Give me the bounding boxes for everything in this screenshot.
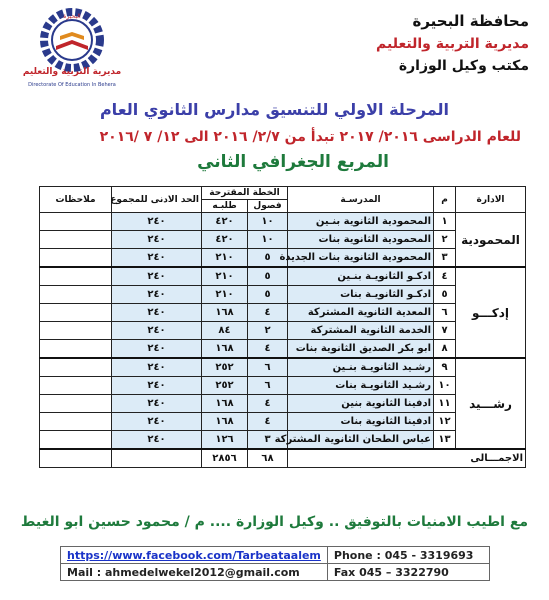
- table-row: [40, 249, 526, 268]
- num-cell: ١: [434, 213, 456, 231]
- total-notes-empty: [40, 449, 112, 468]
- students-cell: ١٢٦: [202, 431, 248, 450]
- header-school: المدرسـة: [288, 187, 434, 213]
- students-cell: ٢١٠: [202, 286, 248, 304]
- students-cell: ٢٥٢: [202, 377, 248, 395]
- min-total-cell: ٢٤٠: [112, 395, 202, 413]
- classes-cell: ٤: [248, 340, 288, 359]
- classes-cell: ٤: [248, 304, 288, 322]
- students-cell: ١٦٨: [202, 304, 248, 322]
- office-name: مكتب وكيل الوزارة: [398, 58, 529, 74]
- notes-cell: [40, 413, 112, 431]
- school-cell: ابو بكر الصديق الثانوية بنات: [288, 340, 434, 359]
- school-cell: المحمودية الثانوية بنـين: [288, 213, 434, 231]
- letterhead: [376, 12, 529, 74]
- header-notes: ملاحظات: [40, 187, 112, 213]
- students-cell: ٢١٠: [202, 267, 248, 286]
- notes-cell: [40, 322, 112, 340]
- directorate-logo: [22, 6, 122, 92]
- notes-cell: [40, 358, 112, 377]
- classes-cell: ١٠: [248, 231, 288, 249]
- num-cell: ١١: [434, 395, 456, 413]
- classes-cell: ٥: [248, 286, 288, 304]
- students-cell: ٨٤: [202, 322, 248, 340]
- notes-cell: [40, 395, 112, 413]
- school-cell: رشـيد الثانويـة بنات: [288, 377, 434, 395]
- admin-cell: المحمودية: [456, 213, 526, 268]
- schools-table: [39, 186, 526, 468]
- school-cell: عباس الطحان الثانوية المشتركة: [288, 431, 434, 450]
- num-cell: ٦: [434, 304, 456, 322]
- total-min-empty: [112, 449, 202, 468]
- table-row: [40, 322, 526, 340]
- school-cell: المحمودية الثانوية بنات: [288, 231, 434, 249]
- min-total-cell: ٢٤٠: [112, 413, 202, 431]
- classes-cell: ٤: [248, 413, 288, 431]
- notes-cell: [40, 231, 112, 249]
- main-title: المرحلة الاولي للتنسيق مدارس الثانوي العام: [99, 100, 450, 119]
- table-row: [40, 395, 526, 413]
- classes-cell: ٣: [248, 431, 288, 450]
- min-total-cell: ٢٤٠: [112, 267, 202, 286]
- num-cell: ٤: [434, 267, 456, 286]
- header-min-total: الحد الادنى للمجموع: [112, 187, 202, 213]
- school-cell: ادفينا الثانوية بنين: [288, 395, 434, 413]
- total-students: ٢٨٥٦: [202, 449, 248, 468]
- num-cell: ٧: [434, 322, 456, 340]
- table-row: [40, 304, 526, 322]
- school-cell: المعدية الثانوية المشتركة: [288, 304, 434, 322]
- num-cell: ١٠: [434, 377, 456, 395]
- min-total-cell: ٢٤٠: [112, 213, 202, 231]
- academic-year-dates: للعام الدراسى ٢٠١٦/ ٢٠١٧ تبدأ من ٢/٧/ ٢٠١٦ الى ١٢/ ٧ /٢٠١٦: [99, 129, 521, 145]
- table-row: [40, 286, 526, 304]
- min-total-cell: ٢٤٠: [112, 286, 202, 304]
- table-row: [40, 413, 526, 431]
- notes-cell: [40, 304, 112, 322]
- logo-top-text: البحيرة: [63, 13, 81, 20]
- total-classes: ٦٨: [248, 449, 288, 468]
- notes-cell: [40, 267, 112, 286]
- phone-number: Phone : 045 - 3319693: [327, 547, 489, 564]
- school-cell: المحمودية الثانوية بنات الجديدة: [288, 249, 434, 268]
- directorate-name: مديرية التربية والتعليم: [376, 36, 529, 52]
- header-admin: الادارة: [456, 187, 526, 213]
- table-row: [40, 431, 526, 450]
- email-address[interactable]: Mail : ahmedelwekel2012@gmail.com: [61, 564, 328, 581]
- num-cell: ١٢: [434, 413, 456, 431]
- students-cell: ٢٥٢: [202, 358, 248, 377]
- classes-cell: ٤: [248, 395, 288, 413]
- region-title: المربع الجغرافي الثاني: [197, 152, 389, 172]
- school-cell: ادفينا الثانوية بنات: [288, 413, 434, 431]
- min-total-cell: ٢٤٠: [112, 231, 202, 249]
- logo-arabic-name: مديرية التربية والتعليم: [22, 67, 122, 77]
- classes-cell: ٦: [248, 358, 288, 377]
- students-cell: ٤٢٠: [202, 231, 248, 249]
- min-total-cell: ٢٤٠: [112, 358, 202, 377]
- header-classes: فصول: [248, 200, 288, 213]
- header-students: طلبـه: [202, 200, 248, 213]
- num-cell: ٢: [434, 231, 456, 249]
- table-row: [40, 213, 526, 231]
- notes-cell: [40, 431, 112, 450]
- min-total-cell: ٢٤٠: [112, 304, 202, 322]
- min-total-cell: ٢٤٠: [112, 322, 202, 340]
- classes-cell: ٥: [248, 249, 288, 268]
- min-total-cell: ٢٤٠: [112, 431, 202, 450]
- min-total-cell: ٢٤٠: [112, 377, 202, 395]
- fax-number: Fax 045 – 3322790: [327, 564, 489, 581]
- header-num: م: [434, 187, 456, 213]
- students-cell: ١٦٨: [202, 413, 248, 431]
- total-row: [40, 449, 526, 468]
- facebook-link[interactable]: https://www.facebook.com/Tarbeataalem: [61, 547, 328, 564]
- admin-cell: إدكـــو: [456, 267, 526, 358]
- num-cell: ١٣: [434, 431, 456, 450]
- students-cell: ٤٢٠: [202, 213, 248, 231]
- total-label: الاجمـــالى: [288, 449, 526, 468]
- notes-cell: [40, 249, 112, 268]
- classes-cell: ٢: [248, 322, 288, 340]
- students-cell: ٢١٠: [202, 249, 248, 268]
- school-cell: الخدمة الثانوية المشتركة: [288, 322, 434, 340]
- table-row: [40, 358, 526, 377]
- num-cell: ٥: [434, 286, 456, 304]
- notes-cell: [40, 213, 112, 231]
- num-cell: ٩: [434, 358, 456, 377]
- school-cell: ادكـو الثانويـة بنات: [288, 286, 434, 304]
- school-cell: ادكـو الثانويـة بنـين: [288, 267, 434, 286]
- contact-box: [60, 546, 490, 581]
- notes-cell: [40, 377, 112, 395]
- table-row: [40, 267, 526, 286]
- header-plan: الخطة المقترحة: [202, 187, 288, 200]
- students-cell: ١٦٨: [202, 340, 248, 359]
- classes-cell: ٦: [248, 377, 288, 395]
- notes-cell: [40, 340, 112, 359]
- admin-cell: رشـــيد: [456, 358, 526, 449]
- table-row: [40, 340, 526, 359]
- students-cell: ١٦٨: [202, 395, 248, 413]
- logo-english-name: Directorate Of Education In Behera: [28, 82, 116, 88]
- classes-cell: ١٠: [248, 213, 288, 231]
- classes-cell: ٥: [248, 267, 288, 286]
- num-cell: ٣: [434, 249, 456, 268]
- governorate-name: محافظة البحيرة: [412, 12, 529, 30]
- table-row: [40, 377, 526, 395]
- notes-cell: [40, 286, 112, 304]
- school-cell: رشـيد الثانويـة بنـين: [288, 358, 434, 377]
- closing-signature: مع اطيب الامنيات بالتوفيق .. وكيل الوزارة .... م / محمود حسين ابو الغيط: [20, 514, 529, 530]
- min-total-cell: ٢٤٠: [112, 340, 202, 359]
- min-total-cell: ٢٤٠: [112, 249, 202, 268]
- num-cell: ٨: [434, 340, 456, 359]
- table-row: [40, 231, 526, 249]
